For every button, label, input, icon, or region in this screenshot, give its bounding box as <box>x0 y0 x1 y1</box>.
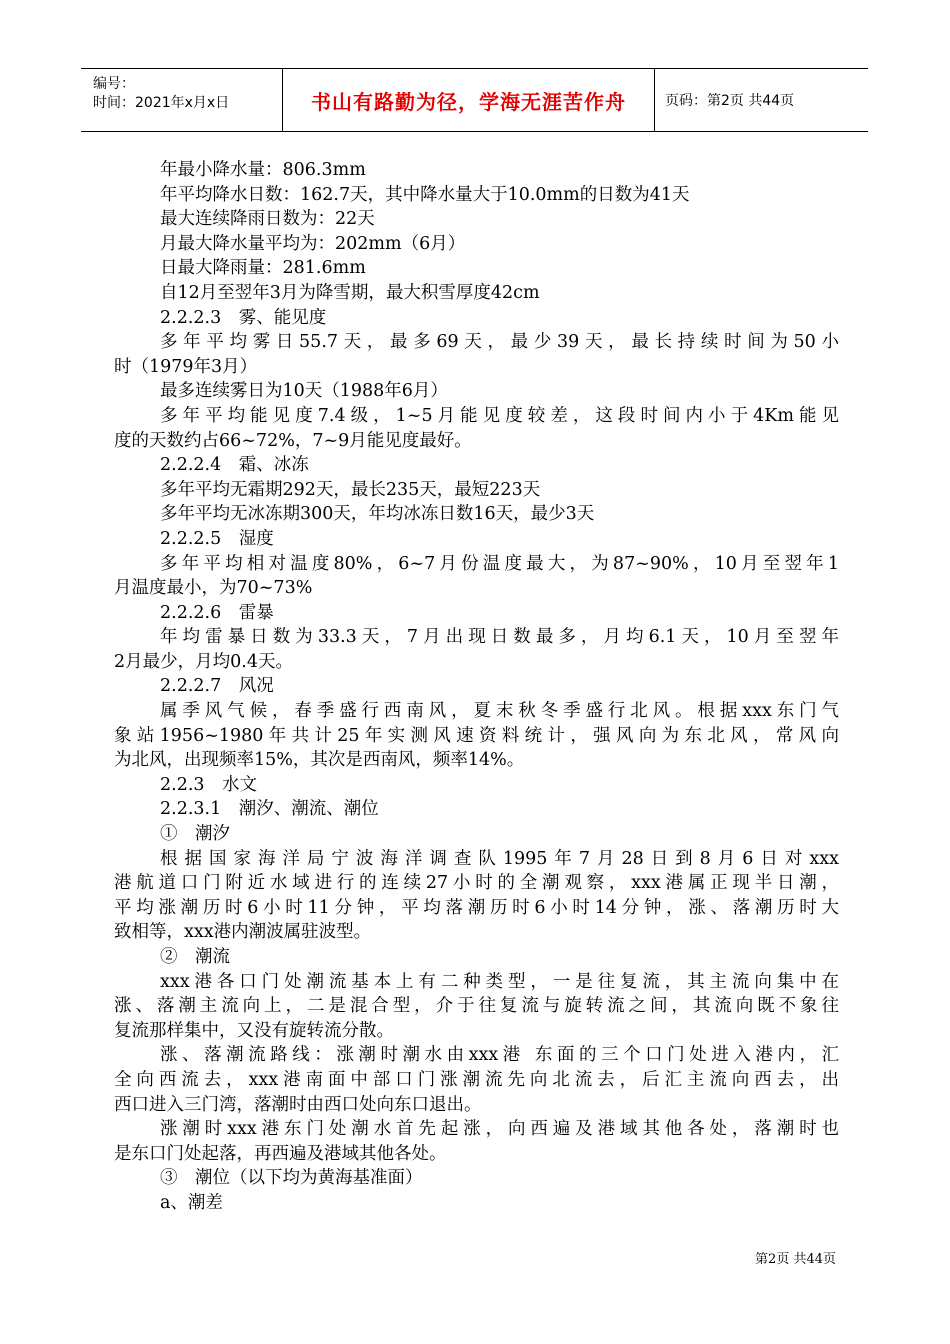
text-line: 2.2.2.6 雷暴 <box>160 602 274 623</box>
text-line: 2.2.2.7 风况 <box>160 676 274 697</box>
text-line: 年均雷暴日数为33.3天，7月出现日数最多，月均6.1天，10月至翌年 <box>160 627 839 648</box>
text-line: 平均涨潮历时6小时11分钟，平均落潮历时6小时14分钟，涨、落潮历时大 <box>114 897 839 918</box>
header-meta <box>81 69 282 131</box>
page-footer: 第2页 共44页 <box>755 1252 836 1267</box>
text-line: 月最大降水量平均为：202mm（6月） <box>160 233 466 254</box>
text-line: 是东口门处起落，再西遍及港域其他各处。 <box>114 1143 447 1164</box>
text-line: 度的天数约占66~72%，7~9月能见度最好。 <box>114 430 472 451</box>
text-line: ① 潮汐 <box>160 824 230 845</box>
document-body <box>114 158 839 1216</box>
text-line: 最多连续雾日为10天（1988年6月） <box>160 381 448 402</box>
text-line: 年平均降水日数：162.7天，其中降水量大于10.0mm的日数为41天 <box>160 184 690 205</box>
text-line: ③ 潮位（以下均为黄海基准面） <box>160 1168 423 1189</box>
text-line: 2月最少，月均0.4天。 <box>114 651 293 672</box>
text-line: xxx港各口门处潮流基本上有二种类型，一是往复流，其主流向集中在 <box>160 971 839 992</box>
text-line: 2.2.2.5 湿度 <box>160 528 274 549</box>
text-line: 涨、落潮主流向上，二是混合型，介于往复流与旋转流之间，其流向既不象往 <box>114 996 839 1017</box>
text-line: 为北风，出现频率15%，其次是西南风，频率14%。 <box>114 750 525 771</box>
text-line: ② 潮流 <box>160 947 230 967</box>
text-line: 涨潮时xxx港东门处潮水首先起涨，向西遍及港域其他各处，落潮时也 <box>160 1119 839 1140</box>
text-line: 属季风气候，春季盛行西南风，夏末秋冬季盛行北风。根据xxx东门气 <box>160 701 839 722</box>
text-line: 根据国家海洋局宁波海洋调查队1995年7月28日到8月6日对xxx <box>160 848 839 869</box>
text-line: 港航道口门附近水域进行的连续27小时的全潮观察，xxx港属正现半日潮， <box>114 873 839 894</box>
text-line: 多年平均相对温度80%，6~7月份温度最大，为87~90%，10月至翌年1 <box>160 553 839 574</box>
text-line: 西口进入三门湾，落潮时由西口处向东口退出。 <box>114 1094 482 1115</box>
text-line: 多年平均无冰冻期300天，年均冰冻日数16天，最少3天 <box>160 504 595 525</box>
text-line: 2.2.2.3 雾、能见度 <box>160 307 327 328</box>
text-line: 2.2.3.1 潮汐、潮流、潮位 <box>160 799 379 820</box>
text-line: 2.2.2.4 霜、冰冻 <box>160 455 309 476</box>
time-label: 时间：2021年x月x日 <box>93 95 230 111</box>
text-line: 多年平均无霜期292天，最长235天，最短223天 <box>160 479 541 500</box>
text-line: 涨、落潮流路线：涨潮时潮水由xxx港 东面的三个口门处进入港内，汇 <box>160 1045 839 1066</box>
header-page-info: 页码：第2页 共44页 <box>665 93 795 109</box>
text-line: 多年平均雾日55.7天，最多69天，最少39天，最长持续时间为50小 <box>160 332 839 353</box>
text-line: 年最小降水量：806.3mm <box>160 160 366 180</box>
text-line: 最大连续降雨日数为：22天 <box>160 209 375 230</box>
text-line: 时（1979年3月） <box>114 356 258 377</box>
text-line: 自12月至翌年3月为降雪期，最大积雪厚度42cm <box>160 282 540 303</box>
text-line: 日最大降雨量：281.6mm <box>160 258 366 279</box>
text-line: 象站1956~1980年共计25年实测风速资料统计，强风向为东北风，常风向 <box>114 725 839 746</box>
text-line: 2.2.3 水文 <box>160 774 258 795</box>
header-motto: 书山有路勤为径，学海无涯苦作舟 <box>282 69 655 131</box>
text-line: 月温度最小，为70~73% <box>114 578 313 599</box>
text-line: 全向西流去，xxx港南面中部口门涨潮流先向北流去，后汇主流向西去，出 <box>114 1069 839 1090</box>
page-header <box>81 68 868 132</box>
serial-label: 编号： <box>93 76 135 92</box>
text-line: 致相等，xxx港内潮波属驻波型。 <box>114 922 372 943</box>
text-line: a、潮差 <box>160 1192 223 1213</box>
text-line: 多年平均能见度7.4级，1~5月能见度较差，这段时间内小于4Km能见 <box>160 405 839 426</box>
text-line: 复流那样集中，又没有旋转流分散。 <box>114 1020 394 1041</box>
